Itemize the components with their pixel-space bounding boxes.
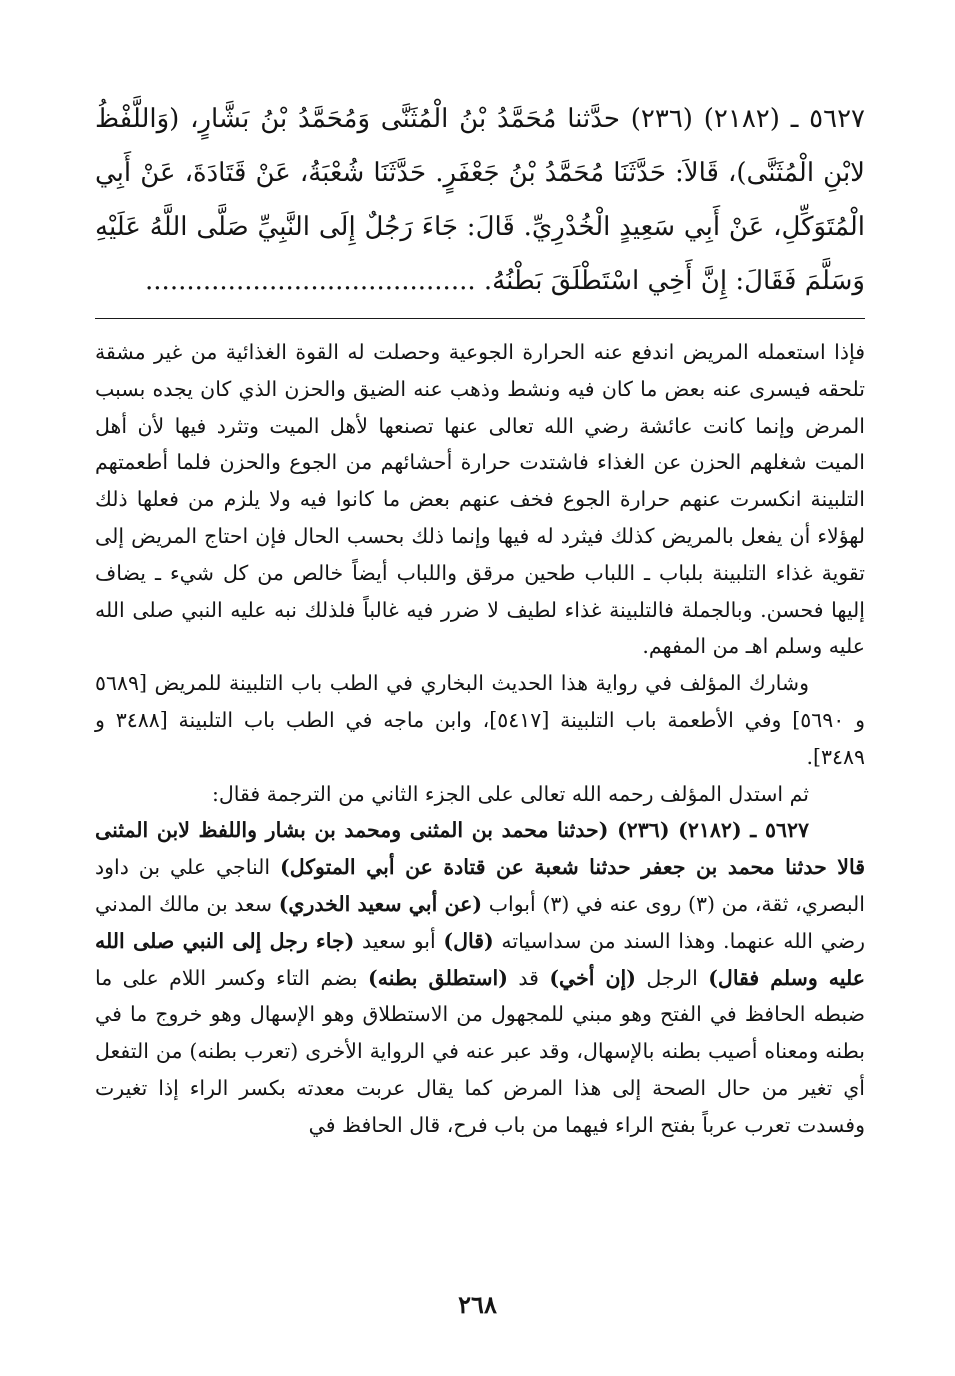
hadith-line: (وَاللَّفْظُ لابْنِ الْمُثَنَّى)، قَالاَ: حَدَّثَنَا مُحَمَّدُ بْنُ جَعْفَرٍ. حَدَّثَنَا شُعْبَةُ، عَنْ قَتَادَةَ، [95, 104, 866, 188]
explanation-text: الرجل [635, 965, 709, 990]
hadith-line: عَلَيْهِ وَسَلَّمَ فَقَالَ: إِنَّ أَخِي اسْتَطْلَقَ بَطْنُهُ. [95, 212, 865, 296]
explanation-text: أبو سعيد [354, 928, 444, 953]
hadith-ellipsis: ........................................ [145, 266, 476, 296]
hadith-text [95, 92, 865, 308]
explanation-text: الناجي علي بن داود البصري، ثقة، من (٣) روى عنه في (٣) أبواب [95, 855, 865, 916]
quoted-hadith-text: (جاء رجل إلى النبي صلى الله عليه وسلم فقال) [95, 928, 865, 990]
commentary-text [95, 334, 865, 1144]
commentary-paragraph: فإذا استعمله المريض اندفع عنه الحرارة الجوعية وحصلت له القوة الغذائية من غير مشقة تلحقه فيسرى عنه بعض ما كان فيه ونشط وذهب عنه الضيق والحزن الذي كان يجده بسبب المرض وإنما كانت عائشة رضي الله تعالى عنها تصنعها لأهل الميت وتثرد فيها لأن أهل الميت شغلهم الحزن عن الغذاء فاشتدت حرارة أحشائهم من الجوع والحزن فلما أطعمتهم التلبينة انكسرت عنهم حرارة الجوع فخف عنهم بعض ما كانوا فيه ولا يلزم من فعلها ذلك لهؤلاء أن يفعل بالمريض كذلك فيثرد له فيها وإنما ذلك بحسب الحال فإن احتاج المريض إلى تقوية غذاء التلبينة بلباب ـ اللباب طحين مرقق واللباب أيضاً خالص من كل شيء ـ يضاف إليها فحسن. وبالجملة فالتلبينة غذاء لطيف لا ضرر فيه غالباً فلذلك نبه عليه النبي صلى الله عليه وسلم اهـ من المفهم. [95, 340, 865, 659]
hadith-line: ٥٦٢٧ ـ (٢١٨٢) (٢٣٦) حدَّثنا مُحَمَّدُ بْنُ الْمُثَنَّى وَمُحَمَّدُ بْنُ بَشَّارٍ، [190, 104, 866, 134]
commentary-paragraph: ثم استدل المؤلف رحمه الله تعالى على الجزء الثاني من الترجمة فقال: [211, 781, 809, 806]
commentary-paragraph: وشارك المؤلف في رواية هذا الحديث البخاري في الطب باب التلبينة للمريض [٥٦٨٩ و ٥٦٩٠] وفي الأطعمة باب التلبينة [٥٤١٧]، وابن ماجه في الطب باب التلبينة [٣٤٨٨ و ٣٤٨٩]. [95, 671, 865, 769]
quoted-hadith-text: (عن أبي سعيد الخدري) [278, 891, 483, 916]
section-divider [95, 318, 865, 319]
quoted-hadith-text: ٥٦٢٧ ـ (٢١٨٢) (٢٣٦) (حدثنا محمد بن المثنى ومحمد بن بشار واللفظ لابن المثنى قالا حدثنا محمد بن جعفر حدثنا شعبة عن قتادة عن أبي المتوكل) [95, 818, 866, 880]
explanation-text: سعد بن مالك المدني رضي الله عنهما. وهذا السند من سداسياته [95, 891, 866, 953]
page-number: ٢٦٨ [458, 1290, 497, 1319]
commentary-paragraph [95, 812, 865, 1143]
explanation-text: بضم التاء وكسر اللام على ما ضبطه الحافظ في الفتح وهو مبني للمجهول من الاستطلاق وهو الإسهال وهو خروج ما في بطنه ومعناه أصيب بطنه بالإسهال، وقد عبر عنه في الرواية الأخرى (تعرب بطنه) من التفعل أي تغير من حال الصحة إلى هذا المرض كما يقال عربت معدته بكسر الراء إذا تغيرت وفسدت تعرب عرباً بفتح الراء فيهما من باب فرح، قال الحافظ في [95, 965, 865, 1137]
explanation-text: قد [507, 965, 550, 990]
quoted-hadith-text: (قال) [443, 928, 494, 953]
quoted-hadith-text: (استطلق بطنه) [368, 965, 508, 990]
quoted-hadith-text: (إن أخي) [549, 965, 636, 990]
hadith-line: عَنْ أَبِي الْمُتَوَكِّلِ، عَنْ أَبِي سَعِيدٍ الْخُدْرِيِّ. قَالَ: جَاءَ رَجُلٌ إِلَى النَّبِيِّ صَلَّى اللَّهُ [95, 158, 865, 242]
